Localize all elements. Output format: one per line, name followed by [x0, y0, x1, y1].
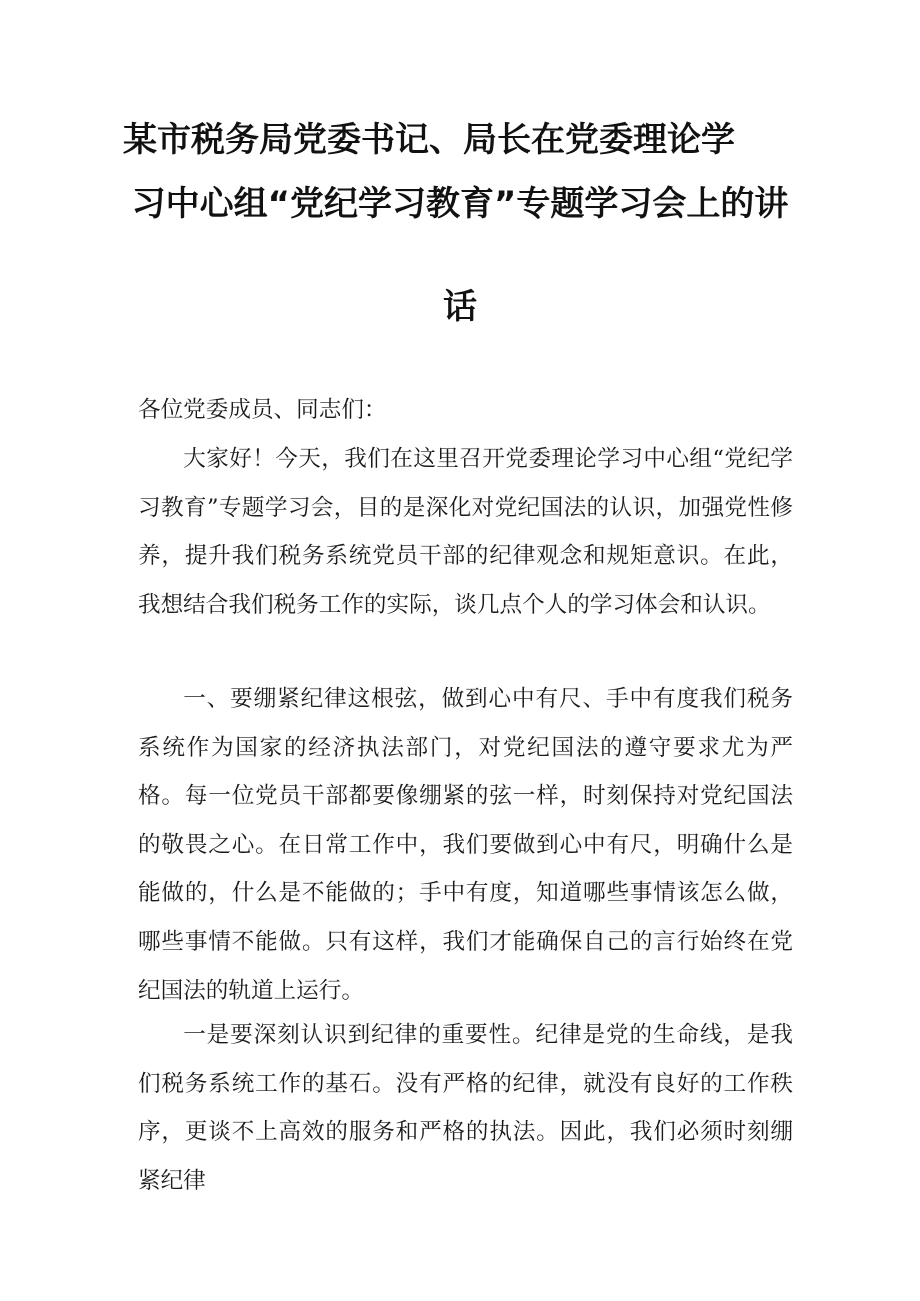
document-title-line-1: 某市税务局党委书记、局长在党委理论学 [123, 120, 735, 160]
document-title-line-3: 话 [443, 287, 477, 327]
paragraph-opening: 大家好！今天，我们在这里召开党委理论学习中心组“党纪学习教育”专题学习会，目的是深化对党纪国法的认识，加强党性修养，提升我们税务系统党员干部的纪律观念和规矩意识。在此，我想结合我们税务工作的实际，谈几点个人的学习体会和认识。 [138, 446, 793, 618]
document-title-line-2: 习中心组“党纪学习教育”专题学习会上的讲 [131, 184, 789, 224]
paragraph-section-one: 一、要绷紧纪律这根弦，做到心中有尺、手中有度我们税务系统作为国家的经济执法部门，对党纪国法的遵守要求尤为严格。每一位党员干部都要像绷紧的弦一样，时刻保持对党纪国法的敬畏之心。在日常工作中，我们要做到心中有尺，明确什么是能做的，什么是不能做的；手中有度，知道哪些事情该怎么做，哪些事情不能做。只有这样，我们才能确保自己的言行始终在党纪国法的轨道上运行。 [138, 686, 793, 1004]
salutation: 各位党委成员、同志们： [138, 397, 387, 423]
paragraph-point-one: 一是要深刻认识到纪律的重要性。纪律是党的生命线，是我们税务系统工作的基石。没有严格的纪律，就没有良好的工作秩序，更谈不上高效的服务和严格的执法。因此，我们必须时刻绷紧纪律 [138, 1022, 793, 1194]
